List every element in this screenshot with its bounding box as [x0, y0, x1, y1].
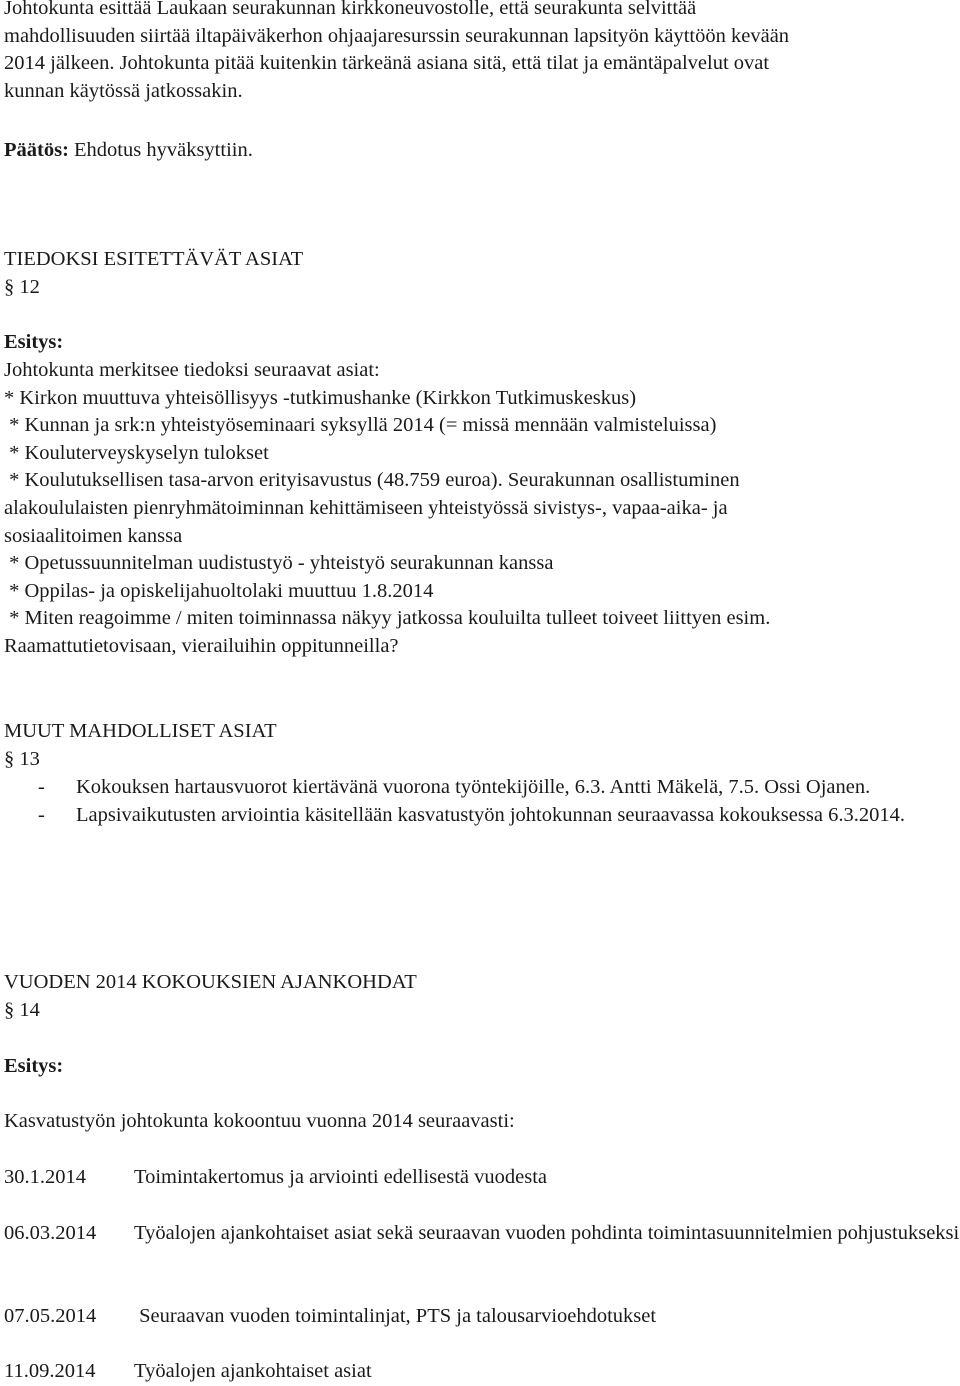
- section-12-line: * Kouluterveyskyselyn tulokset: [4, 441, 269, 464]
- section-12-line: * Opetussuunnitelman uudistustyö - yhteistyö seurakunnan kanssa: [4, 552, 554, 575]
- decision-label: Päätös:: [4, 139, 69, 161]
- schedule-date: 06.03.2014: [4, 1222, 97, 1244]
- section-13-heading: MUUT MAHDOLLISET ASIAT: [4, 720, 277, 742]
- section-12-number: § 12: [4, 276, 40, 298]
- list-item: [4, 802, 960, 830]
- schedule-date: 11.09.2014: [4, 1360, 96, 1382]
- intro-line: kunnan käytössä jatkossakin.: [4, 79, 243, 102]
- list-dash: -: [38, 776, 45, 798]
- intro-line: Johtokunta esittää Laukaan seurakunnan kirkkoneuvostolle, että seurakunta selvittää: [4, 0, 697, 19]
- section-12-line: Johtokunta merkitsee tiedoksi seuraavat asiat:: [4, 359, 380, 381]
- section-12-line: Raamattutietovisaan, vierailuihin oppitunneilla?: [4, 634, 399, 657]
- schedule-text: Seuraavan vuoden toimintalinjat, PTS ja talousarvioehdotukset: [134, 1305, 657, 1327]
- intro-line: mahdollisuuden siirtää iltapäiväkerhon ohjaajaresurssin seurakunnan lapsityön käyttöön kevään: [4, 24, 790, 47]
- list-item-text: Lapsivaikutusten arviointia käsitellään kasvatustyön johtokunnan seuraavassa kokouksessa 6.3.2014.: [76, 803, 905, 826]
- section-12-line: * Kunnan ja srk:n yhteistyöseminaari syksyllä 2014 (= missä mennään valmisteluissa): [4, 414, 717, 437]
- schedule-date: 07.05.2014: [4, 1305, 97, 1327]
- section-12-line: * Miten reagoimme / miten toiminnassa näkyy jatkossa kouluilta tulleet toiveet liittyen esim.: [4, 607, 771, 630]
- list-item: [4, 774, 960, 802]
- schedule-row: [4, 1164, 960, 1192]
- section-12-line: * Koulutuksellisen tasa-arvon erityisavustus (48.759 euroa). Seurakunnan osallistuminen: [4, 469, 740, 492]
- section-12-line: sosiaalitoimen kanssa: [4, 524, 183, 547]
- schedule-row: [4, 1358, 960, 1386]
- section-12-line: alakoululaisten pienryhmätoiminnan kehittämiseen yhteistyössä sivistys-, vapaa-aika- ja: [4, 496, 728, 519]
- schedule-text: Työalojen ajankohtaiset asiat sekä seuraavan vuoden pohdinta toimintasuunnitelmien pohjustukseksi: [134, 1222, 960, 1244]
- decision-text: Ehdotus hyväksyttiin.: [68, 139, 253, 161]
- section-14-number: § 14: [4, 999, 40, 1021]
- section-13-list: [4, 774, 960, 829]
- section-14-intro: Kasvatustyön johtokunta kokoontuu vuonna 2014 seuraavasti:: [4, 1110, 515, 1132]
- schedule-text: Työalojen ajankohtaiset asiat: [134, 1360, 372, 1382]
- list-item-text: Kokouksen hartausvuorot kiertävänä vuorona työntekijöille, 6.3. Antti Mäkelä, 7.5. Ossi Ojanen.: [76, 776, 871, 798]
- schedule-text: Toimintakertomus ja arviointi edellisestä vuodesta: [134, 1166, 548, 1188]
- section-12-list: [4, 357, 960, 661]
- schedule-row: [4, 1303, 960, 1331]
- section-12-heading: TIEDOKSI ESITETTÄVÄT ASIAT: [4, 248, 304, 270]
- section-13-number: § 13: [4, 748, 40, 770]
- list-dash: -: [38, 803, 45, 826]
- section-12-line: * Kirkon muuttuva yhteisöllisyys -tutkimushanke (Kirkkon Tutkimuskeskus): [4, 386, 637, 409]
- intro-line: 2014 jälkeen. Johtokunta pitää kuitenkin tärkeänä asiana sitä, että tilat ja emäntäpalvelut ovat: [4, 52, 770, 75]
- intro-paragraph: [4, 0, 960, 105]
- section-12-line: * Oppilas- ja opiskelijahuoltolaki muuttuu 1.8.2014: [4, 579, 434, 602]
- section-14-proposal-label: Esitys:: [4, 1055, 64, 1077]
- section-14-heading: VUODEN 2014 KOKOUKSIEN AJANKOHDAT: [4, 971, 417, 993]
- decision-line: [4, 137, 960, 165]
- schedule-date: 30.1.2014: [4, 1166, 86, 1188]
- section-12-proposal-label: Esitys:: [4, 331, 64, 353]
- schedule-row: [4, 1220, 960, 1248]
